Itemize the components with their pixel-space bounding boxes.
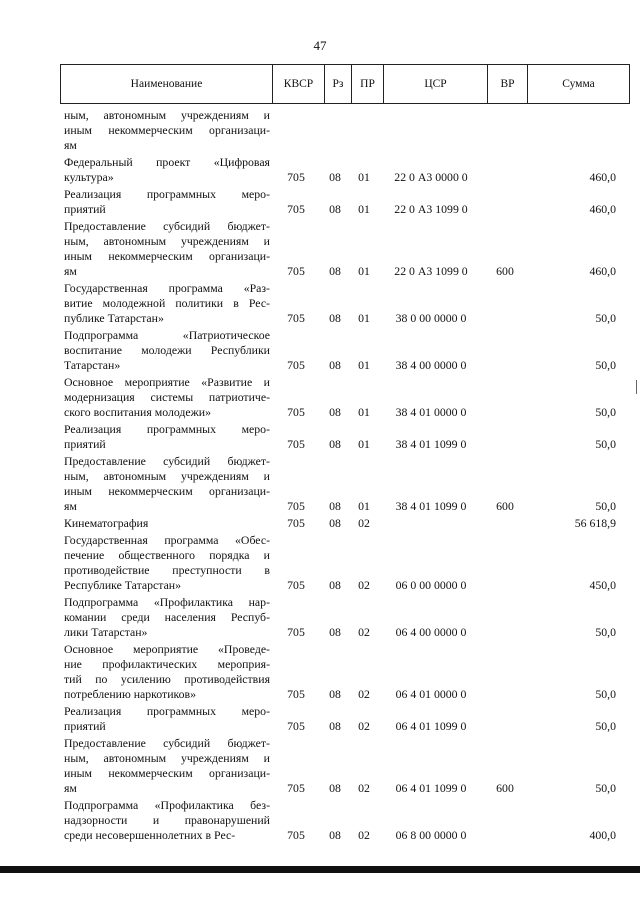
row-kvsr: 705 <box>287 264 305 278</box>
row-rz: 08 <box>329 719 341 733</box>
header-pr: ПР <box>352 65 384 104</box>
row-name <box>64 375 270 420</box>
row-name-line: Государственная программа «Раз- <box>64 281 270 295</box>
row-name-line: Подпрограмма «Профилактика нар- <box>64 595 270 609</box>
row-sum: 50,0 <box>595 781 616 795</box>
row-name <box>64 187 270 217</box>
row-sum: 50,0 <box>595 405 616 419</box>
row-name-line: надзорности и правонарушений <box>64 813 270 827</box>
row-pr: 01 <box>358 358 370 372</box>
row-csr: 22 0 А3 0000 0 <box>394 170 468 184</box>
row-name <box>64 704 270 734</box>
row-name-line: Реализация программных меро- <box>64 422 270 436</box>
row-sum: 50,0 <box>595 311 616 325</box>
row-name-line: комании среди населения Респуб- <box>64 610 270 624</box>
row-name-line: ным, автономным учреждениям и <box>64 108 270 122</box>
row-name-line: Предоставление субсидий бюджет- <box>64 736 270 750</box>
row-pr: 01 <box>358 437 370 451</box>
row-name-line: Подпрограмма «Профилактика без- <box>64 798 270 812</box>
row-name-line: ского воспитания молодежи» <box>64 405 211 419</box>
header-rz: Рз <box>325 65 352 104</box>
row-name <box>64 454 270 514</box>
row-pr: 02 <box>358 516 370 530</box>
row-name-line: печение общественного порядка и <box>64 548 270 562</box>
row-csr: 22 0 А3 1099 0 <box>394 264 468 278</box>
row-name <box>64 595 270 640</box>
row-sum: 400,0 <box>589 828 616 842</box>
row-rz: 08 <box>329 516 341 530</box>
row-vr: 600 <box>496 264 514 278</box>
row-csr: 06 4 01 1099 0 <box>395 719 467 733</box>
row-rz: 08 <box>329 625 341 639</box>
bottom-border <box>0 866 640 873</box>
row-vr: 600 <box>496 781 514 795</box>
row-name-line: приятий <box>64 437 106 451</box>
row-name-line: среди несовершеннолетних в Рес- <box>64 828 236 842</box>
row-rz: 08 <box>329 311 341 325</box>
row-pr: 01 <box>358 170 370 184</box>
row-name-line: ям <box>64 264 77 278</box>
row-name <box>64 108 270 153</box>
table-header <box>60 64 630 104</box>
row-name <box>64 219 270 279</box>
row-name-line: воспитание молодежи Республики <box>64 343 270 357</box>
header-kvsr: КВСР <box>273 65 325 104</box>
row-name-line: ям <box>64 138 77 152</box>
row-name-line: Подпрограмма «Патриотическое <box>64 328 270 342</box>
header-vr: ВР <box>488 65 528 104</box>
row-kvsr: 705 <box>287 202 305 216</box>
row-name-line: ние профилактических мероприя- <box>64 657 270 671</box>
row-sum: 50,0 <box>595 719 616 733</box>
row-sum: 460,0 <box>589 202 616 216</box>
row-name-line: иным некоммерческим организаци- <box>64 766 270 780</box>
row-sum: 56 618,9 <box>574 516 616 530</box>
row-pr: 02 <box>358 578 370 592</box>
row-csr: 06 4 00 0000 0 <box>395 625 467 639</box>
row-kvsr: 705 <box>287 499 305 513</box>
row-pr: 02 <box>358 625 370 639</box>
row-name-line: витие молодежной политики в Рес- <box>64 296 270 310</box>
row-name-line: ным, автономным учреждениям и <box>64 751 270 765</box>
page-number: 47 <box>313 38 327 53</box>
row-sum: 460,0 <box>589 264 616 278</box>
row-name-line: ям <box>64 781 77 795</box>
margin-mark <box>636 380 637 394</box>
row-csr: 38 0 00 0000 0 <box>395 311 467 325</box>
row-csr: 38 4 00 0000 0 <box>395 358 467 372</box>
row-pr: 02 <box>358 719 370 733</box>
row-rz: 08 <box>329 405 341 419</box>
row-name-line: ным, автономным учреждениям и <box>64 469 270 483</box>
row-csr: 06 0 00 0000 0 <box>395 578 467 592</box>
row-name <box>64 281 270 326</box>
row-kvsr: 705 <box>287 578 305 592</box>
row-name <box>64 516 270 531</box>
row-name-line: культура» <box>64 170 114 184</box>
row-csr: 06 4 01 1099 0 <box>395 781 467 795</box>
row-vr: 600 <box>496 499 514 513</box>
row-name-line: иным некоммерческим организаци- <box>64 484 270 498</box>
row-name-line: Федеральный проект «Цифровая <box>64 155 270 169</box>
row-name-line: Кинематография <box>64 516 149 530</box>
row-rz: 08 <box>329 828 341 842</box>
row-rz: 08 <box>329 202 341 216</box>
row-kvsr: 705 <box>287 719 305 733</box>
row-kvsr: 705 <box>287 687 305 701</box>
row-sum: 50,0 <box>595 499 616 513</box>
row-rz: 08 <box>329 578 341 592</box>
row-kvsr: 705 <box>287 625 305 639</box>
row-csr: 06 4 01 0000 0 <box>395 687 467 701</box>
row-kvsr: 705 <box>287 781 305 795</box>
row-name-line: иным некоммерческим организаци- <box>64 123 270 137</box>
row-csr: 38 4 01 1099 0 <box>395 499 467 513</box>
row-rz: 08 <box>329 781 341 795</box>
row-sum: 50,0 <box>595 437 616 451</box>
row-name <box>64 155 270 185</box>
row-name-line: Реализация программных меро- <box>64 187 270 201</box>
header-csr: ЦСР <box>384 65 488 104</box>
row-rz: 08 <box>329 687 341 701</box>
row-name <box>64 642 270 702</box>
row-name-line: Государственная программа «Обес- <box>64 533 270 547</box>
row-name-line: ным, автономным учреждениям и <box>64 234 270 248</box>
row-name-line: Республике Татарстан» <box>64 578 182 592</box>
row-csr: 22 0 А3 1099 0 <box>394 202 468 216</box>
row-name-line: приятий <box>64 202 106 216</box>
row-kvsr: 705 <box>287 311 305 325</box>
row-name-line: Предоставление субсидий бюджет- <box>64 219 270 233</box>
row-name-line: противодействие преступности в <box>64 563 270 577</box>
row-sum: 460,0 <box>589 170 616 184</box>
row-name-line: Татарстан» <box>64 358 121 372</box>
row-pr: 01 <box>358 499 370 513</box>
row-name-line: Основное мероприятие «Проведе- <box>64 642 270 656</box>
row-name <box>64 798 270 843</box>
row-pr: 01 <box>358 311 370 325</box>
row-rz: 08 <box>329 358 341 372</box>
row-kvsr: 705 <box>287 170 305 184</box>
row-sum: 50,0 <box>595 625 616 639</box>
row-name-line: потреблению наркотиков» <box>64 687 197 701</box>
row-name-line: лики Татарстан» <box>64 625 148 639</box>
row-pr: 01 <box>358 405 370 419</box>
row-rz: 08 <box>329 170 341 184</box>
row-name-line: тий по усилению противодействия <box>64 672 270 686</box>
row-sum: 50,0 <box>595 358 616 372</box>
row-name-line: приятий <box>64 719 106 733</box>
row-pr: 01 <box>358 264 370 278</box>
row-csr: 38 4 01 0000 0 <box>395 405 467 419</box>
row-name <box>64 328 270 373</box>
row-pr: 02 <box>358 828 370 842</box>
row-kvsr: 705 <box>287 828 305 842</box>
row-name <box>64 422 270 452</box>
row-name-line: модернизация системы патриотиче- <box>64 390 270 404</box>
row-kvsr: 705 <box>287 358 305 372</box>
row-name-line: Предоставление субсидий бюджет- <box>64 454 270 468</box>
row-name-line: публике Татарстан» <box>64 311 164 325</box>
row-name-line: Реализация программных меро- <box>64 704 270 718</box>
row-sum: 450,0 <box>589 578 616 592</box>
row-name <box>64 736 270 796</box>
row-pr: 02 <box>358 687 370 701</box>
row-name-line: ям <box>64 499 77 513</box>
row-sum: 50,0 <box>595 687 616 701</box>
row-name-line: Основное мероприятие «Развитие и <box>64 375 270 389</box>
row-csr: 06 8 00 0000 0 <box>395 828 467 842</box>
row-kvsr: 705 <box>287 516 305 530</box>
row-name-line: иным некоммерческим организаци- <box>64 249 270 263</box>
row-pr: 01 <box>358 202 370 216</box>
row-kvsr: 705 <box>287 437 305 451</box>
header-sum: Сумма <box>528 65 630 104</box>
row-rz: 08 <box>329 437 341 451</box>
header-name: Наименование <box>61 65 273 104</box>
row-rz: 08 <box>329 264 341 278</box>
row-kvsr: 705 <box>287 405 305 419</box>
row-name <box>64 533 270 593</box>
row-pr: 02 <box>358 781 370 795</box>
row-rz: 08 <box>329 499 341 513</box>
row-csr: 38 4 01 1099 0 <box>395 437 467 451</box>
